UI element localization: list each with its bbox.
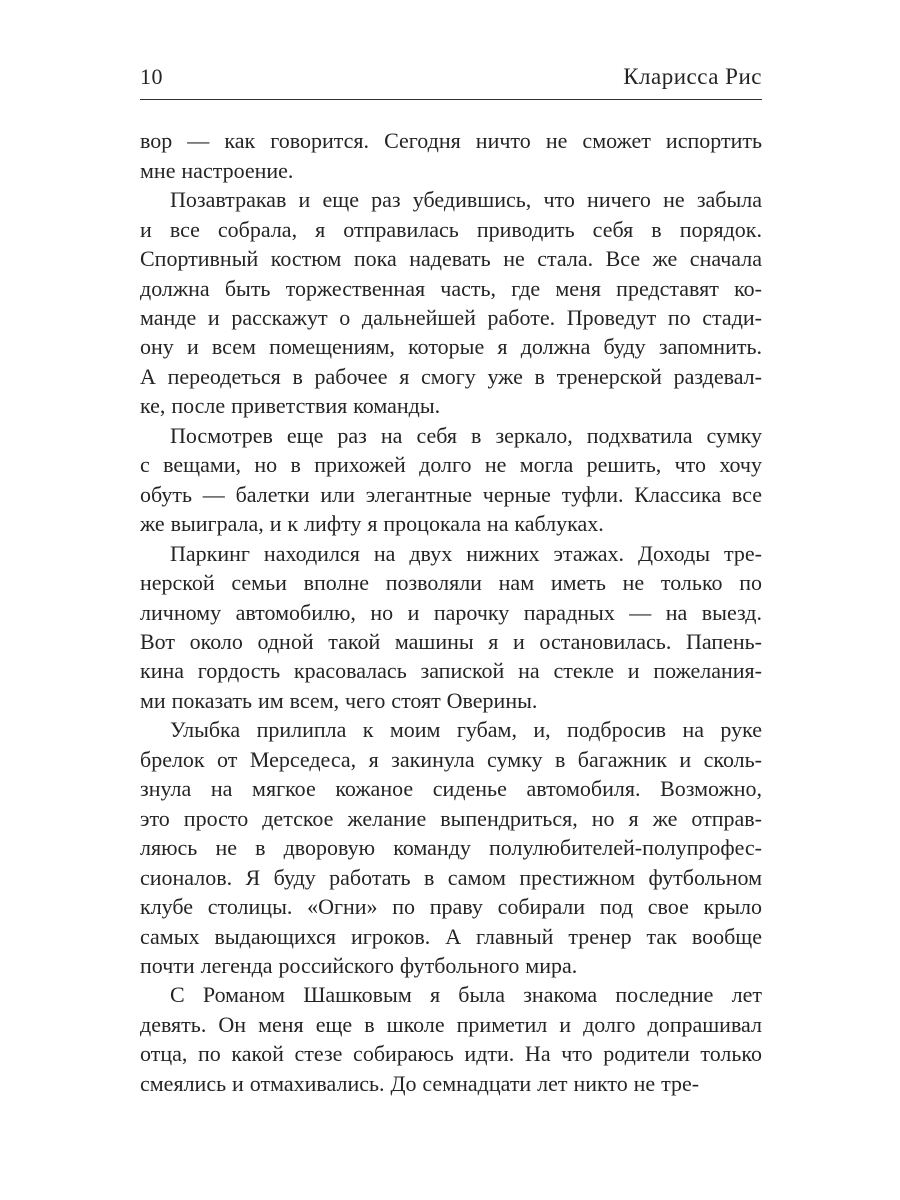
paragraph (140, 980, 762, 1098)
text-line: ляюсь не в дворовую команду полулюбителей-полупрофес- (140, 835, 762, 861)
header-rule (140, 99, 762, 100)
text-line: Паркинг находился на двух нижних этажах. Доходы тре- (170, 540, 762, 566)
text-line: девять. Он меня еще в школе приметил и долго допрашивал (140, 1011, 762, 1037)
page-header (140, 0, 762, 89)
text-line: сионалов. Я буду работать в самом престижном футбольном (140, 864, 762, 890)
text-line: клубе столицы. «Огни» по праву собирали под свое крыло (140, 894, 762, 920)
paragraph (140, 185, 762, 421)
paragraph (140, 126, 762, 185)
text-line: и все собрала, я отправилась приводить себя в порядок. (140, 216, 762, 242)
text-line: А переодеться в рабочее я смогу уже в тренерской раздевал- (140, 363, 762, 389)
text-line: ми показать им всем, чего стоят Оверины. (140, 687, 538, 713)
text-line: почти легенда российского футбольного мира. (140, 952, 578, 978)
text-line: это просто детское желание выпендриться, но я же отправ- (140, 805, 762, 831)
text-line: кина гордость красовалась запиской на стекле и пожелания- (140, 658, 762, 684)
text-line: Улыбка прилипла к моим губам, и, подбросив на руке (170, 717, 762, 743)
text-line: знула на мягкое кожаное сиденье автомобиля. Возможно, (140, 776, 762, 802)
text-line: нерской семьи вполне позволяли нам иметь не только по (140, 570, 762, 596)
text-line: самых выдающихся игроков. А главный тренер так вообще (140, 923, 762, 949)
paragraph (140, 539, 762, 716)
page-number: 10 (140, 64, 163, 89)
text-line: ону и всем помещениям, которые я должна буду запомнить. (140, 334, 762, 360)
text-line: должна быть торжественная часть, где меня представят ко- (140, 275, 762, 301)
text-line: с вещами, но в прихожей долго не могла решить, что хочу (140, 452, 762, 478)
text-block (140, 0, 762, 1098)
text-line: вор — как говорится. Сегодня ничто не сможет испортить (140, 128, 762, 154)
text-line: личному автомобилю, но и парочку парадных — на выезд. (140, 599, 762, 625)
text-line: Спортивный костюм пока надевать не стала. Все же сначала (140, 246, 762, 272)
paragraph (140, 715, 762, 980)
text-line: смеялись и отмахивались. До семнадцати лет никто не тре- (140, 1070, 700, 1096)
text-line: обуть — балетки или элегантные черные туфли. Классика все (140, 481, 762, 507)
text-line: ке, после приветствия команды. (140, 393, 441, 419)
text-line: брелок от Мерседеса, я закинула сумку в багажник и сколь- (140, 746, 762, 772)
text-line: же выиграла, и к лифту я процокала на каблуках. (140, 511, 604, 537)
text-line: манде и расскажут о дальнейшей работе. Проведут по стади- (140, 305, 762, 331)
text-line: Вот около одной такой машины я и остановилась. Папень- (140, 629, 762, 654)
text-line: Посмотрев еще раз на себя в зеркало, подхватила сумку (170, 422, 762, 448)
running-title: Кларисса Рис (623, 64, 762, 89)
page-body (140, 126, 762, 1098)
text-line: отца, по какой стезе собираюсь идти. На что родители только (140, 1041, 762, 1067)
text-line: мне настроение. (140, 157, 294, 183)
text-line: Позавтракав и еще раз убедившись, что ничего не забыла (170, 187, 762, 213)
paragraph (140, 421, 762, 539)
text-line: С Романом Шашковым я была знакома последние лет (170, 982, 762, 1008)
